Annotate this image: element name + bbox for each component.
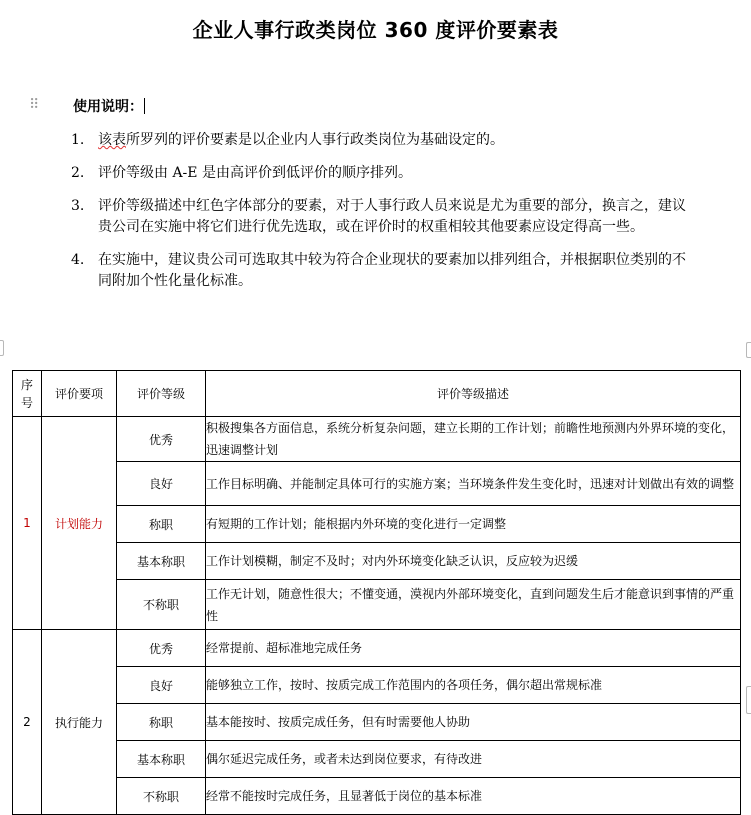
note-text: 评价等级由 A-E 是由高评价到低评价的顺序排列。 [98, 165, 412, 181]
table-header-row [13, 371, 741, 417]
evaluation-table [12, 370, 741, 815]
desc-cell: 积极搜集各方面信息，系统分析复杂问题，建立长期的工作计划；前瞻性地预测内外界环境的变化，迅速调整计划 [206, 417, 741, 462]
desc-cell: 工作无计划，随意性很大；不懂变通，漠视内外部环境变化，直到问题发生后才能意识到事情的严重性 [206, 580, 741, 630]
desc-cell: 基本能按时、按质完成任务，但有时需要他人协助 [206, 704, 741, 741]
note-item [71, 196, 691, 238]
grade-cell: 不称职 [117, 778, 206, 815]
group-item: 计划能力 [42, 417, 117, 630]
note-item [71, 250, 691, 292]
desc-cell: 经常提前、超标准地完成任务 [206, 630, 741, 667]
grade-cell: 良好 [117, 462, 206, 506]
grade-cell: 优秀 [117, 417, 206, 462]
page-margin-marker-left [0, 340, 4, 356]
header-desc: 评价等级描述 [206, 371, 741, 417]
note-item [71, 130, 691, 151]
note-number: 2. [71, 165, 85, 181]
desc-cell: 经常不能按时完成任务，且显著低于岗位的基本标准 [206, 778, 741, 815]
header-item: 评价要项 [42, 371, 117, 417]
page-margin-marker-right [746, 686, 751, 714]
document-title: 企业人事行政类岗位 360 度评价要素表 [192, 18, 559, 42]
note-text: 在实施中，建议贵公司可选取其中较为符合企业现状的要素加以排列组合，并根据职位类别的不同附加个性化量化标准。 [98, 252, 686, 289]
header-grade: 评价等级 [117, 371, 206, 417]
note-number: 1. [71, 132, 85, 148]
table-row [13, 462, 741, 506]
usage-notes-list [71, 130, 691, 304]
table-row [13, 417, 741, 462]
grade-cell: 基本称职 [117, 543, 206, 580]
desc-cell: 偶尔延迟完成任务，或者未达到岗位要求，有待改进 [206, 741, 741, 778]
note-text: 该表所罗列的评价要素是以企业内人事行政类岗位为基础设定的。 [98, 132, 504, 148]
drag-handle-icon[interactable]: ⠿ [29, 97, 39, 113]
table-row [13, 630, 741, 667]
grade-cell: 优秀 [117, 630, 206, 667]
text-cursor [144, 98, 145, 114]
desc-cell: 工作目标明确、并能制定具体可行的实施方案；当环境条件发生变化时，迅速对计划做出有效的调整 [206, 462, 741, 506]
header-seq: 序号 [13, 371, 42, 417]
spellcheck-marked-text[interactable]: 该表 [98, 132, 126, 148]
desc-cell: 能够独立工作，按时、按质完成工作范围内的各项任务，偶尔超出常规标准 [206, 667, 741, 704]
table-row [13, 704, 741, 741]
table-row [13, 506, 741, 543]
note-number: 3. [71, 198, 85, 214]
note-item [71, 163, 691, 184]
grade-cell: 基本称职 [117, 741, 206, 778]
grade-cell: 不称职 [117, 580, 206, 630]
desc-cell: 工作计划模糊，制定不及时；对内外环境变化缺乏认识，反应较为迟缓 [206, 543, 741, 580]
group-seq: 2 [13, 630, 42, 815]
table-row [13, 741, 741, 778]
grade-cell: 良好 [117, 667, 206, 704]
group-item: 执行能力 [42, 630, 117, 815]
group-seq: 1 [13, 417, 42, 630]
grade-cell: 称职 [117, 506, 206, 543]
table-row [13, 778, 741, 815]
table-row [13, 580, 741, 630]
note-text: 评价等级描述中红色字体部分的要素，对于人事行政人员来说是尤为重要的部分，换言之，建议贵公司在实施中将它们进行优先选取，或在评价时的权重相较其他要素应设定得高一些。 [98, 198, 686, 235]
desc-cell: 有短期的工作计划；能根据内外环境的变化进行一定调整 [206, 506, 741, 543]
note-number: 4. [71, 252, 85, 268]
usage-instructions-label[interactable]: 使用说明： [73, 99, 143, 115]
table-row [13, 667, 741, 704]
grade-cell: 称职 [117, 704, 206, 741]
table-row [13, 543, 741, 580]
page-margin-marker-right [746, 342, 751, 358]
